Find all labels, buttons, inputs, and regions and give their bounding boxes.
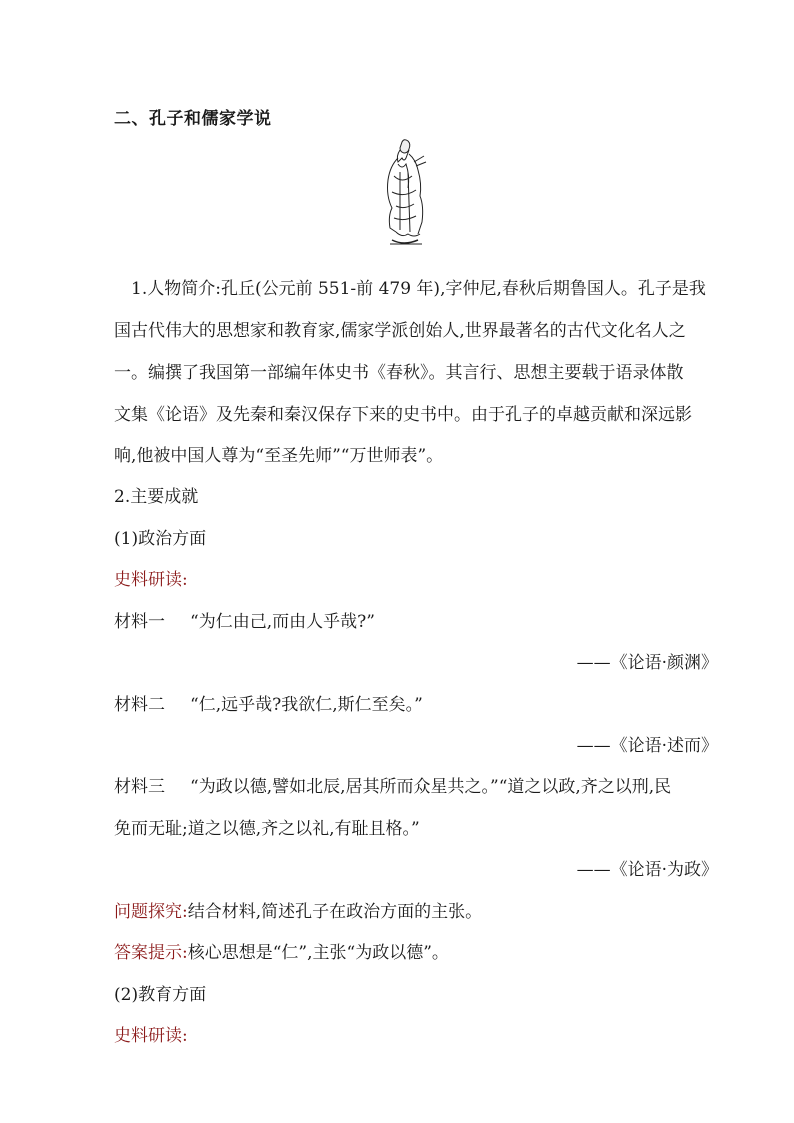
answer-label: 答案提示:	[114, 943, 188, 963]
question-label: 问题探究:	[114, 902, 188, 922]
study-label-2: 史料研读:	[114, 1026, 188, 1046]
confucius-portrait-image	[378, 136, 428, 250]
answer-text: 核心思想是“仁”,主张“为政以德”。	[187, 943, 449, 963]
study-label: 史料研读:	[114, 570, 188, 590]
material-label: 材料一	[114, 612, 165, 632]
material-text: “为仁由己,而由人乎哉?”	[190, 612, 375, 632]
material-source: ——《论语·颜渊》	[576, 653, 718, 673]
politics-title: (1)政治方面	[114, 529, 207, 549]
intro-line-3: 一。编撰了我国第一部编年体史书《春秋》。其言行、思想主要载于语录体散	[114, 363, 684, 383]
material-text: “仁,远乎哉?我欲仁,斯仁至矣。”	[190, 695, 423, 715]
material-3-continued: 免而无耻;道之以德,齐之以礼,有耻且格。”	[114, 819, 420, 839]
material-text: “为政以德,譬如北辰,居其所而众星共之。”“道之以政,齐之以刑,民	[190, 777, 672, 797]
material-label: 材料二	[114, 695, 165, 715]
material-source: ——《论语·为政》	[576, 860, 718, 880]
question-text: 结合材料,简述孔子在政治方面的主张。	[187, 902, 483, 922]
material-3	[114, 772, 671, 797]
intro-line-2: 国古代伟大的思想家和教育家,儒家学派创始人,世界最著名的古代文化名人之	[114, 321, 686, 341]
material-label: 材料三	[114, 777, 165, 797]
material-1	[114, 607, 375, 632]
section-heading: 二、孔子和儒家学说	[114, 109, 272, 129]
answer	[114, 938, 449, 963]
intro-line-1: 1.人物简介:孔丘(公元前 551-前 479 年),字仲尼,春秋后期鲁国人。孔子是我	[131, 279, 706, 299]
intro-line-4: 文集《论语》及先秦和秦汉保存下来的史书中。由于孔子的卓越贡献和深远影	[114, 405, 692, 425]
material-2	[114, 690, 423, 715]
intro-line-5: 响,他被中国人尊为“至圣先师”“万世师表”。	[114, 446, 444, 466]
material-source: ——《论语·述而》	[576, 736, 718, 756]
education-title: (2)教育方面	[114, 985, 207, 1005]
achievements-title: 2.主要成就	[114, 487, 199, 507]
question	[114, 897, 482, 922]
